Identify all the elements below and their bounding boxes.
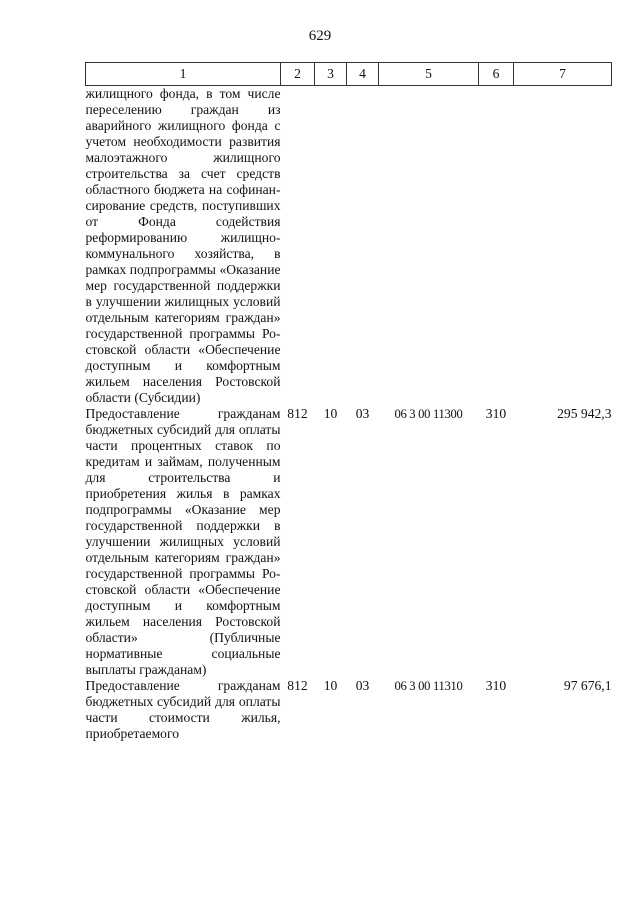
table-row — [86, 678, 612, 742]
row-subsection-code — [347, 86, 379, 407]
header-col-7: 7 — [514, 63, 612, 86]
row-section-code: 10 — [323, 406, 338, 421]
header-col-1: 1 — [86, 63, 281, 86]
table-row — [86, 406, 612, 678]
row-amount: 295 942,3 — [557, 406, 612, 421]
table-header-row — [86, 63, 612, 86]
header-col-5: 5 — [379, 63, 479, 86]
header-col-4: 4 — [347, 63, 379, 86]
row-target-article-code: 06 3 00 11310 — [394, 679, 463, 693]
header-col-6: 6 — [479, 63, 514, 86]
row-description: жилищного фонда, в том числе переселению граждан из аварийного жилищного фонда с учетом необходимости развития малоэтажного жилищного строительства за счет средств областного бюджета на софинансирование средств, поступивших от Фонда содействия реформированию жилищно-коммунального хозяйства, в рамках подпрограммы «Оказание мер государственной поддержки в улучшении жилищных условий отдельным категориям граждан» государственной программы Ростовской области «Обеспечение доступным и комфортным жильем населения Ростовской области (Субсидии) — [85, 86, 281, 405]
row-subsection-code: 03 — [355, 678, 370, 693]
row-expense-type-code: 310 — [485, 678, 507, 693]
row-target-article-code: 06 3 00 11300 — [394, 407, 463, 421]
header-col-3: 3 — [315, 63, 347, 86]
row-description: Предоставление гражданам бюджетных субсидий для оплаты части стоимости жилья, приобретаемого — [85, 678, 281, 741]
row-expense-type-code: 310 — [485, 406, 507, 421]
page-number: 629 — [308, 28, 332, 44]
row-section-code — [315, 86, 347, 407]
header-col-2: 2 — [281, 63, 315, 86]
row-ministry-code: 812 — [287, 678, 308, 693]
row-amount: 97 676,1 — [563, 678, 612, 693]
row-description: Предоставление гражданам бюджетных субсидий для оплаты части процентных ставок по кредитам и займам, полученным для строительства и приобретения жилья в рамках подпрограммы «Оказание мер государственной поддержки в улучшении жилищных условий отдельным категориям граждан» государственной программы Ростовской области «Обеспечение доступным и комфортным жильем населения Ростовской области» (Публичные нормативные социальные выплаты гражданам) — [85, 406, 281, 677]
row-expense-type-code — [479, 86, 514, 407]
row-target-article-code — [379, 86, 479, 407]
row-subsection-code: 03 — [355, 406, 370, 421]
row-ministry-code: 812 — [287, 406, 308, 421]
table-row — [86, 86, 612, 407]
row-section-code: 10 — [323, 678, 338, 693]
row-amount — [514, 86, 612, 407]
row-ministry-code — [281, 86, 315, 407]
budget-table — [85, 62, 612, 742]
